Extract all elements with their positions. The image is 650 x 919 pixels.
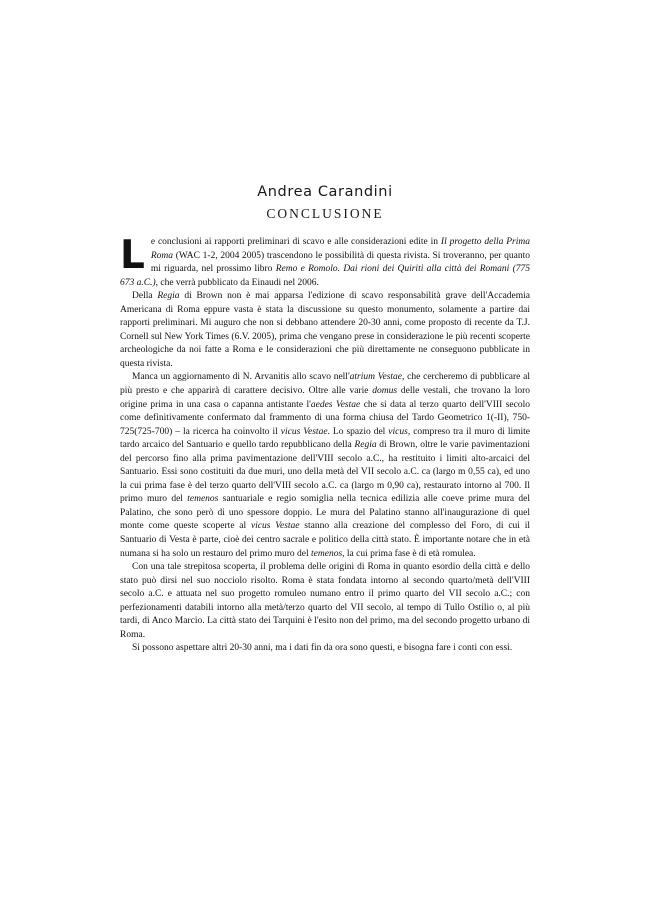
italic-text: vicus Vestae <box>280 426 328 437</box>
text-run: Manca un aggiornamento di N. Arvanitis allo scavo nell' <box>132 372 350 383</box>
italic-text: atrium Vestae <box>349 372 403 383</box>
italic-text: domus <box>372 386 398 397</box>
author-name: Andrea Carandini <box>257 184 393 200</box>
paragraph-3 <box>120 371 530 561</box>
paragraph-2 <box>120 290 530 371</box>
article-body <box>120 233 531 656</box>
text-run: , la cui prima fase è di età romulea. <box>342 548 476 559</box>
italic-text: vicus <box>388 426 408 437</box>
text-run: di Brown, oltre le varie pavimentazioni del percorso fino alla prima pavimentazione dell'VIII secolo a.C., ha restituito i limiti alto-arcaici del Santuario. Essi sono costituiti da due muri, uno della metà del VII secolo a.C. ca (largo m 0,55 ca), ed uno la cui prima fase è del terzo quarto dell'VIII secolo a.C. ca (largo m 0,90 ca), restaurato intorno al 700. Il primo muro del <box>120 440 530 505</box>
paragraph-5 <box>120 642 530 656</box>
paragraph-1 <box>120 233 530 290</box>
italic-text: Il progetto della Prima Roma <box>150 237 530 261</box>
italic-text: Regia <box>354 440 377 451</box>
italic-text: vicus Vestae <box>250 521 300 532</box>
text-run: di Brown non è mai apparsa l'edizione di scavo responsabilità grave dell'Accademia Americana di Roma eppure vasta è stata la discussione su questo monumento, solamente a partire dai rapporti preliminari. Mi auguro che non si debbano attendere 20-30 anni, come proposto di recente da T.J. Cornell sul New York Times (6.V. 2005), prima che vengano prese in considerazione le più recenti scoperte archeologiche da noi fatte a Roma e le considerazioni che più direttamente ne conseguono pubblicate in questa rivista. <box>120 291 530 369</box>
italic-text: temenos <box>311 548 343 559</box>
italic-text: Remo e Romolo. Dai rioni dei Quiriti alla città dei Romani (775 673 a.C.) <box>120 264 530 288</box>
text-run: che si data al terzo quarto dell'VIII secolo come definitivamente confermato dal frammento di una forma chiusa del Tardo Geometrico 1(-II), 750-725(725-700) – la ricerca ha coinvolto il <box>120 399 530 437</box>
paragraph-4 <box>120 561 530 642</box>
text-run: , che cercheremo di pubblicare al più presto e che apparirà di carattere decisivo. Oltre alle varie <box>120 372 530 397</box>
italic-text: temenos <box>187 494 219 505</box>
text-run: delle vestali, che trovano la loro origine prima in una casa o capanna antistante l' <box>120 386 531 410</box>
article-title: CONCLUSIONE <box>266 206 384 221</box>
text-run: santuariale e regio somiglia nella tecnica edilizia alle coeve prime mura del Palatino, che sono però di uno spessore doppio. Le mura del Palatino stanno all'inaugurazione di quel monte come queste scoperte al <box>120 494 531 532</box>
text-run: stanno alla creazione del complesso del Foro, di cui il Santuario di Vesta è parte, cioè dei centro sacrale e politico della città stato. È importante notare che in età numana si ha solo un restauro del primo muro del <box>120 521 530 559</box>
italic-text: aedes Vestae <box>310 399 361 410</box>
text-run: , compreso tra il muro di limite tardo arcaico del Santuario e quello tardo repubblicano della <box>120 426 530 451</box>
text-run: e conclusioni ai rapporti preliminari di scavo e alle considerazioni edite in <box>150 237 441 247</box>
text-run: Della <box>132 291 158 302</box>
text-run: , che verrà pubblicato da Einaudi nel 2006. <box>155 277 319 288</box>
text-run: . Lo spazio del <box>327 426 389 437</box>
text-run: Con una tale strepitosa scoperta, il problema delle origini di Roma in quanto esordio della città e dello stato può dirsi nel suo nocciolo risolto. Roma è stata fondata intorno al secondo quarto/metà dell'VIII secolo a.C. e attuata nel suo progetto romuleo numano entro il primo quarto del VII secolo a.C.; con perfezionamenti databili intorno alla metà/terzo quarto del VII secolo, al tempo di Tullo Ostilio o, al più tardi, di Anco Marcio. La città stato dei Tarquini è l'esito non del primo, ma del secondo progetto urbano di Roma. <box>120 562 530 640</box>
text-run: Si possono aspettare altri 20-30 anni, ma i dati fin da ora sono questi, e bisogna fare i conti con essi. <box>132 643 513 654</box>
drop-cap: L <box>120 233 145 278</box>
italic-text: Regia <box>157 291 180 302</box>
text-run: (WAC 1-2, 2004 2005) trascendono le possibilità di questa rivista. Si troveranno, per quanto mi riguarda, nel prossimo libro <box>150 250 530 275</box>
